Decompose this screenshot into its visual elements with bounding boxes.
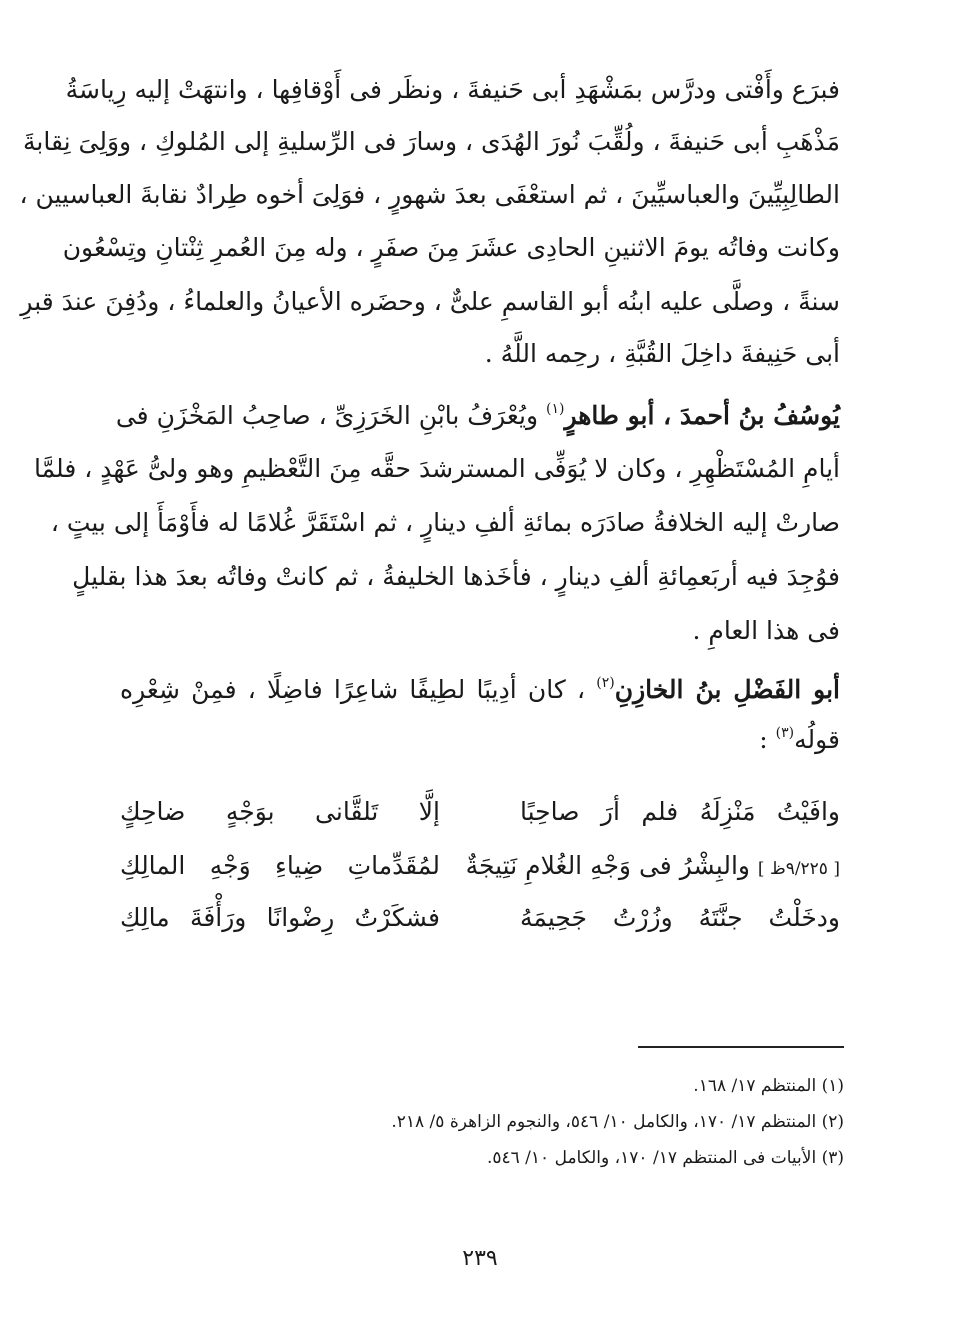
footnote: (٢) المنتظم ١٧/ ١٧٠، والكامل ١٠/ ٥٤٦، والنجوم الزاهرة ٥/ ٢١٨. <box>391 1112 844 1132</box>
verse-first-hemistich: ودخَلْتُ جنَّتَهُ وزُرْتُ جَحِيمَهُ <box>520 903 840 932</box>
verse-second-hemistich: لمُقَدِّماتِ ضِياءِ وَجْهِ المالِكِ <box>120 851 440 880</box>
verse-first-hemistich: وافَيْتُ مَنْزِلَهُ فلم أرَ صاحِبًا <box>520 797 840 826</box>
verse-second-hemistich: فشكَرْتُ رِضْوانًا ورَأْفَةَ مالِكِ <box>120 903 440 932</box>
paragraph-line: فبرَع وأَفْتى ودرَّس بمَشْهَدِ أبى حَنيفةَ ، ونظَر فى أَوْقافِها ، وانتهَتْ إليه رِياسَةُ <box>65 75 840 104</box>
paragraph-line: وكانت وفاتُه يومَ الاثنينِ الحادِى عشَرَ مِنَ صفَرٍ ، وله مِنَ العُمرِ ثِنْتانِ وتِسْعُون <box>62 233 840 262</box>
entry-heading-line <box>115 396 840 436</box>
entry-line: فى هذا العامِ . <box>692 616 840 645</box>
footnote: (١) المنتظم ١٧/ ١٦٨. <box>693 1076 844 1096</box>
footnote-ref: (١) <box>545 401 565 417</box>
entry-line <box>120 720 840 760</box>
paragraph-line: أبى حَنِيفةَ داخِلَ القُبَّةِ ، رحِمه اللَّهُ . <box>484 339 840 368</box>
entry-line: أيامِ المُسْتَظْهِرِ ، وكان لا يُوَفِّى المسترشدَ حقَّه مِنَ التَّعْظيمِ وهو ولىُّ عَهْدٍ ، فلمَّا <box>33 454 840 483</box>
entry-heading-line <box>120 670 840 710</box>
entry-line: صارتْ إليه الخلافةُ صادَرَه بمائةِ ألفِ دينارٍ ، ثم اسْتَقَرَّ غُلامًا له فأَوْمَأَ إلى بيتٍ ، <box>50 508 840 537</box>
verse-text: والبِشْرُ فى وَجْهِ الغُلامِ نَتِيجَةٌ <box>465 851 750 880</box>
entry-name: أبو الفَضْلِ بنُ الخازِنِ <box>614 675 840 704</box>
entry-text: ، كان أدِيبًا لطِيفًا شاعِرًا فاضِلًا ، فمِنْ شِعْرِه <box>120 675 597 704</box>
footnote-ref: (٢) <box>596 675 615 691</box>
footnote-separator <box>638 1046 844 1048</box>
manuscript-folio-marker: [ ٩/٢٢٥ظ ] <box>757 859 840 879</box>
footnote: (٣) الأبيات فى المنتظم ١٧/ ١٧٠، والكامل ١٠/ ٥٤٦. <box>486 1148 844 1168</box>
paragraph-line: سنةً ، وصلَّى عليه ابنُه أبو القاسمِ علىٌّ ، وحضَره الأعيانُ والعلماءُ ، ودُفِنَ عندَ قبرِ <box>20 287 840 316</box>
verse-first-hemistich <box>465 846 840 889</box>
entry-name: يُوسُفُ بنُ أحمدَ ، أبو طاهرٍ <box>564 401 840 430</box>
entry-text: قولُه <box>794 725 840 754</box>
page-number: ٢٣٩ <box>462 1246 498 1271</box>
entry-text: ويُعْرَفُ بابْنِ الخَرَزِىِّ ، صاحِبُ المَخْزَنِ فى <box>115 401 546 430</box>
entry-text: : <box>759 725 776 754</box>
footnote-ref: (٣) <box>775 725 795 741</box>
entry-line: فوُجِدَ فيه أربَعمِائةِ ألفِ دينارٍ ، فأخَذها الخليفةُ ، ثم كانتْ وفاتُه بعدَ هذا بقليلٍ <box>72 562 840 591</box>
paragraph-line: الطالِبِيِّينَ والعباسيِّينَ ، ثم استعْفَى بعدَ شهورٍ ، فوَلِىَ أخوه طِرادٌ نقابةَ العباسيين ، <box>19 180 840 209</box>
paragraph-line: مَذْهَبِ أبى حَنيفةَ ، ولُقِّبَ نُورَ الهُدَى ، وسارَ فى الرِّسليةِ إلى المُلوكِ ، ووَلِىَ نِقابةَ <box>22 127 840 156</box>
verse-second-hemistich: إلَّا تَلقَّانى بوَجْهٍ ضاحِكٍ <box>120 797 440 826</box>
